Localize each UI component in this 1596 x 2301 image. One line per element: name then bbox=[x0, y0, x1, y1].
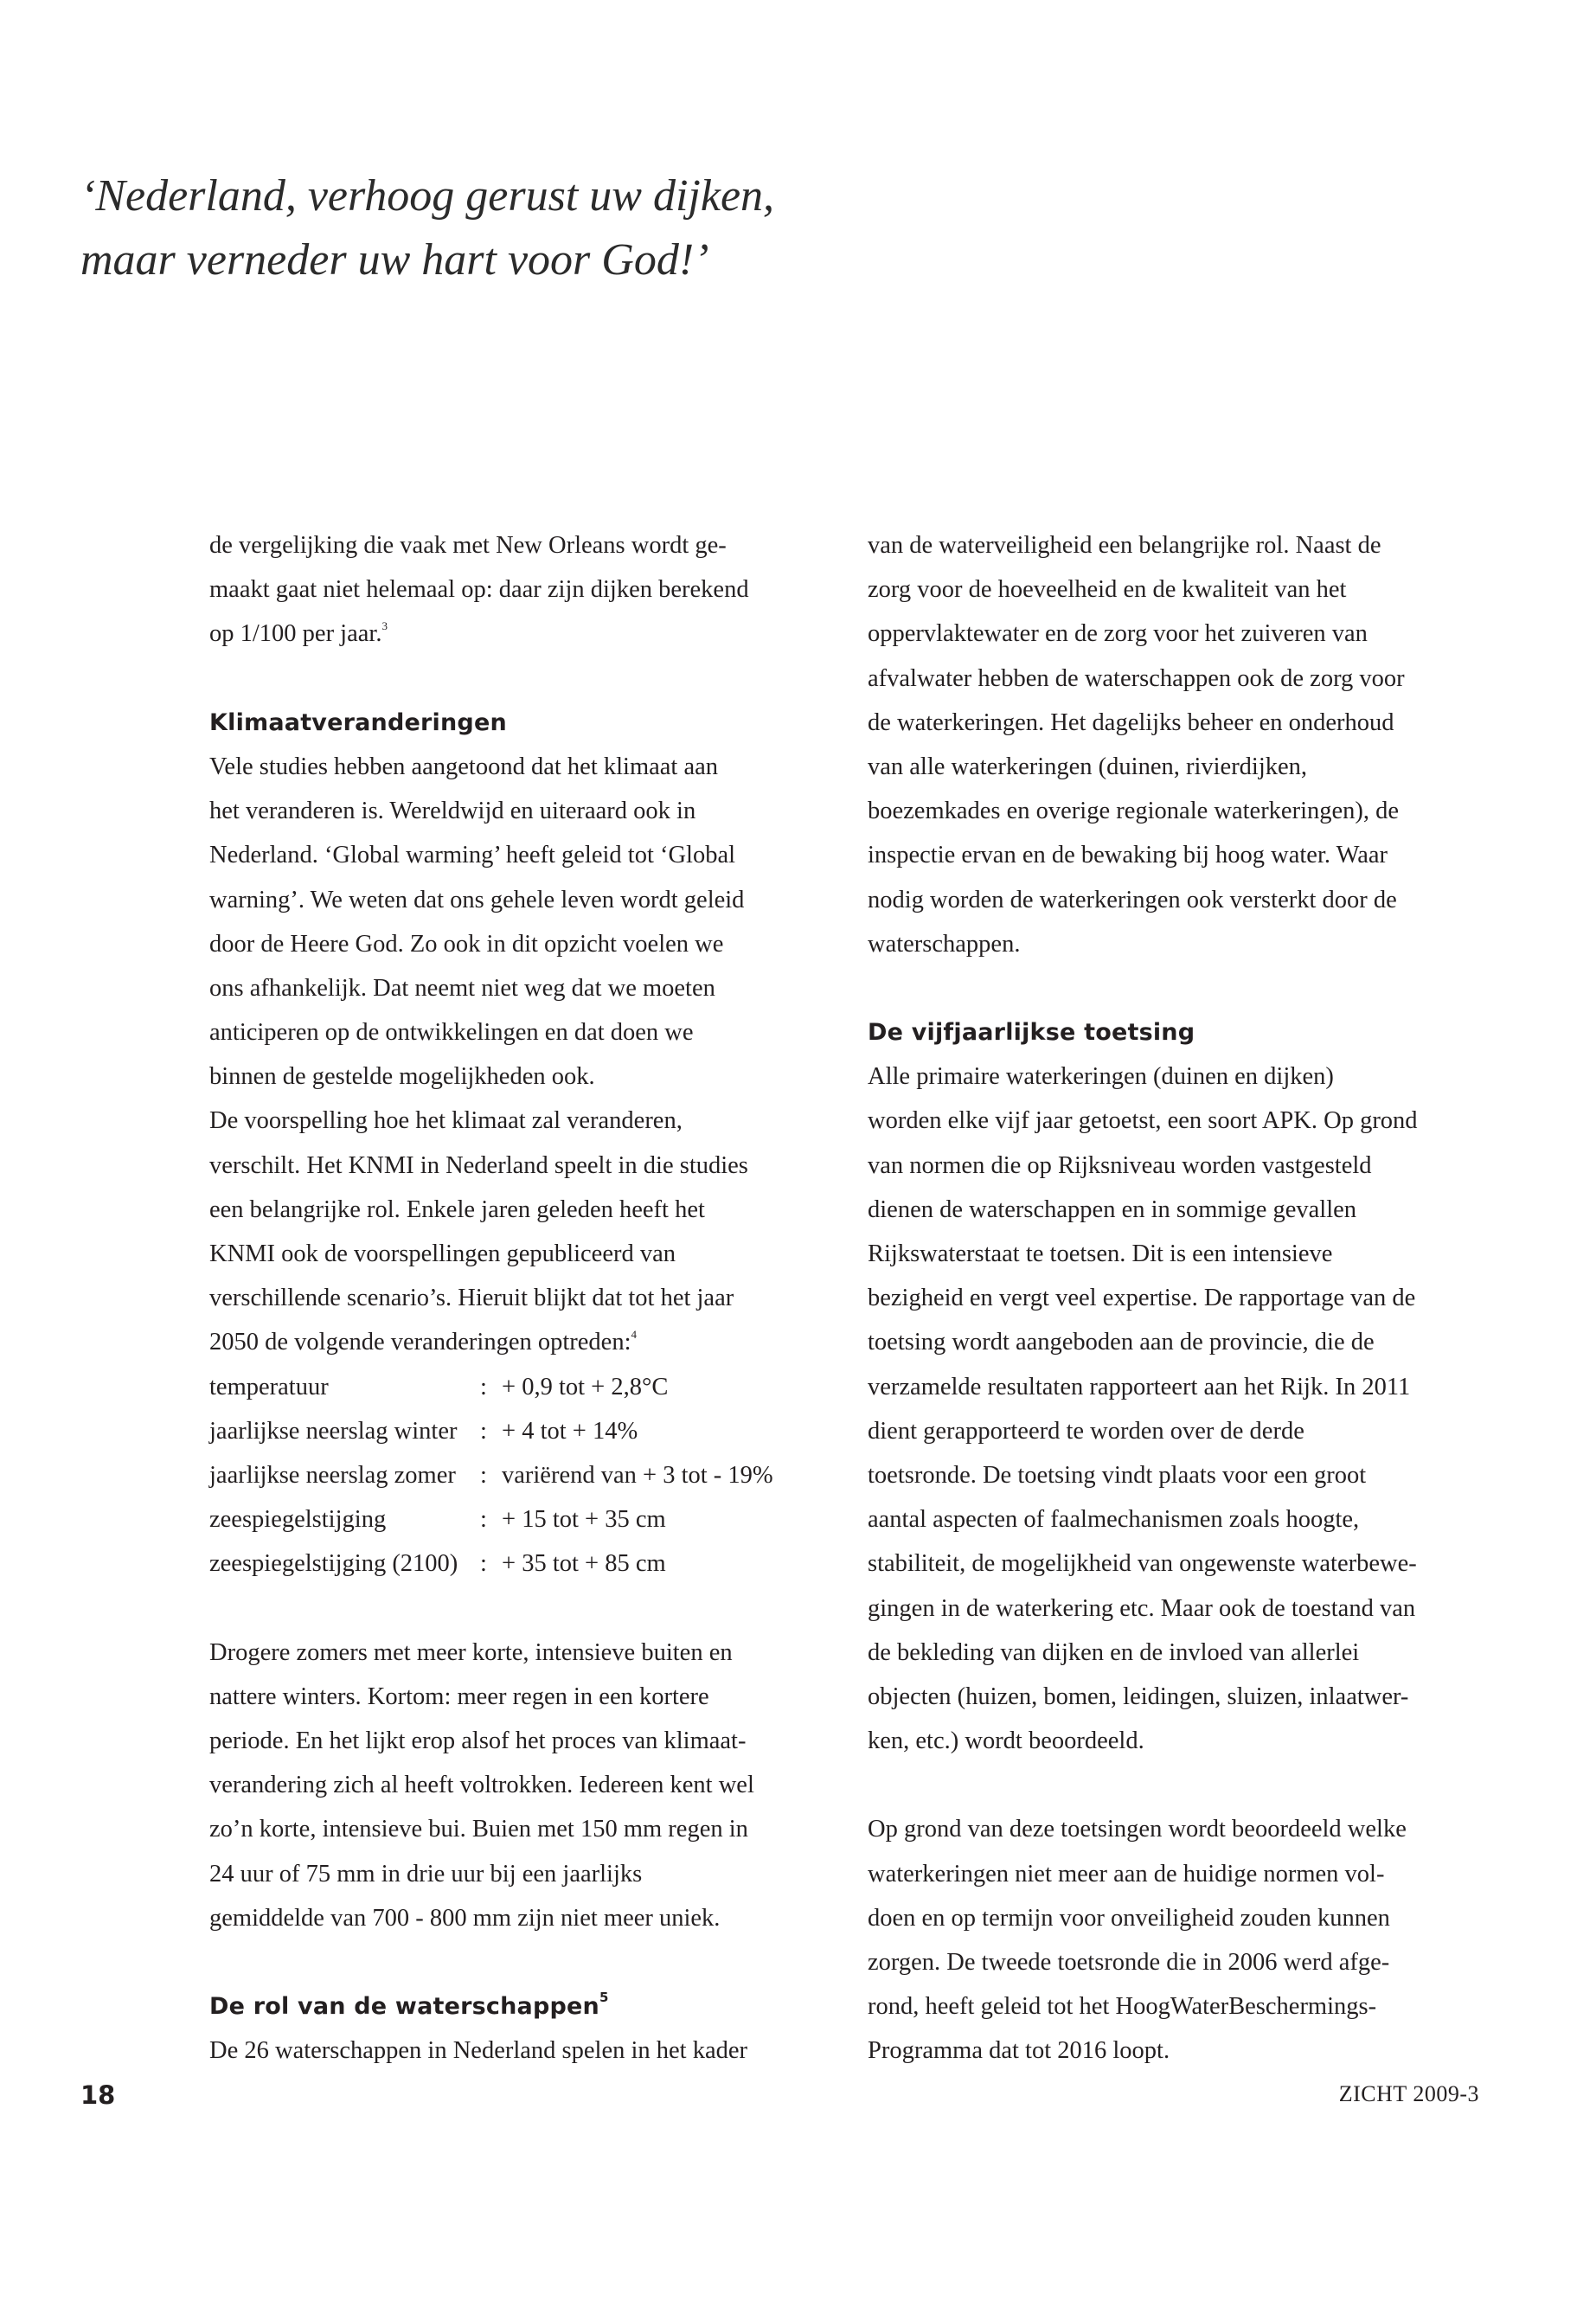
text-line: verzamelde resultaten rapporteert aan het Rijk. In 2011 bbox=[868, 1373, 1411, 1400]
text-line: De voorspelling hoe het klimaat zal veranderen, bbox=[209, 1107, 683, 1135]
text-line: rond, heeft geleid tot het HoogWaterBeschermings- bbox=[868, 1993, 1377, 2021]
row-value: + 15 tot + 35 cm bbox=[502, 1506, 666, 1534]
text-line: De 26 waterschappen in Nederland spelen in het kader bbox=[209, 2037, 748, 2065]
text-line: waterschappen. bbox=[868, 930, 1021, 958]
text-line: zorg voor de hoeveelheid en de kwaliteit van het bbox=[868, 576, 1347, 604]
section-heading-toetsing: De vijfjaarlijkse toetsing bbox=[868, 1019, 1195, 1047]
text-line: Nederland. ‘Global warming’ heeft geleid tot ‘Global bbox=[209, 842, 736, 869]
section-heading-waterschappen: De rol van de waterschappen$^5$ bbox=[209, 1990, 609, 2021]
table-row: zeespiegelstijging (2100) : + 35 tot + 85 cm bbox=[209, 1541, 832, 1586]
text-line: Rijkswaterstaat te toetsen. Dit is een intensieve bbox=[868, 1240, 1333, 1267]
page-number: 18 bbox=[80, 2080, 116, 2110]
journal-issue: ZICHT 2009-3 bbox=[1338, 2081, 1479, 2106]
text-line: door de Heere God. Zo ook in dit opzicht voelen we bbox=[209, 930, 724, 958]
text-line: gingen in de waterkering etc. Maar ook de toestand van bbox=[868, 1594, 1416, 1622]
footnote-marker: 3 bbox=[381, 619, 388, 633]
table-row: jaarlijkse neerslag zomer : variërend van + 3 tot - 19% bbox=[209, 1453, 832, 1497]
text-line: doen en op termijn voor onveiligheid zouden kunnen bbox=[868, 1904, 1390, 1932]
text-line: van de waterveiligheid een belangrijke rol. Naast de bbox=[868, 532, 1381, 559]
row-value: + 4 tot + 14% bbox=[502, 1417, 638, 1445]
text-line: maakt gaat niet helemaal op: daar zijn dijken berekend bbox=[209, 576, 749, 604]
text-line: van alle waterkeringen (duinen, rivierdijken, bbox=[868, 753, 1308, 780]
pull-quote-line: maar verneder uw hart voor God!’ bbox=[80, 235, 709, 285]
text-line: warning’. We weten dat ons gehele leven wordt geleid bbox=[209, 886, 745, 913]
table-row: jaarlijkse neerslag winter : + 4 tot + 14% bbox=[209, 1409, 832, 1453]
section-heading-klimaat: Klimaatveranderingen bbox=[209, 708, 507, 736]
text-line: ken, etc.) wordt beoordeeld. bbox=[868, 1727, 1144, 1755]
left-column bbox=[209, 523, 832, 2073]
text-line: 2050 de volgende veranderingen optreden:$^4$ bbox=[209, 1328, 637, 1356]
footnote-marker: 5 bbox=[599, 1990, 609, 2006]
row-label: jaarlijkse neerslag zomer bbox=[209, 1461, 456, 1489]
text-line: verschilt. Het KNMI in Nederland speelt in die studies bbox=[209, 1151, 748, 1179]
table-row: zeespiegelstijging : + 15 tot + 35 cm bbox=[209, 1497, 832, 1541]
pull-quote-line: ‘Nederland, verhoog gerust uw dijken, bbox=[80, 171, 775, 221]
text-line: waterkeringen niet meer aan de huidige normen vol- bbox=[868, 1860, 1385, 1888]
text-line: zo’n korte, intensieve bui. Buien met 150 mm regen in bbox=[209, 1816, 748, 1843]
pull-quote bbox=[80, 164, 1032, 292]
text-line: nodig worden de waterkeringen ook versterkt door de bbox=[868, 886, 1397, 913]
text-line: KNMI ook de voorspellingen gepubliceerd van bbox=[209, 1240, 676, 1267]
footnote-marker: 4 bbox=[631, 1328, 637, 1342]
table-row: temperatuur : + 0,9 tot + 2,8°C bbox=[209, 1365, 832, 1409]
text-line: oppervlaktewater en de zorg voor het zuiveren van bbox=[868, 620, 1368, 648]
text-line: Drogere zomers met meer korte, intensieve buiten en bbox=[209, 1638, 733, 1666]
text-line: periode. En het lijkt erop alsof het proces van klimaat- bbox=[209, 1727, 747, 1755]
text-line: aantal aspecten of faalmechanismen zoals hoogte, bbox=[868, 1506, 1360, 1534]
text-line: binnen de gestelde mogelijkheden ook. bbox=[209, 1063, 595, 1091]
text-line: afvalwater hebben de waterschappen ook de zorg voor bbox=[868, 664, 1405, 692]
text-line: Vele studies hebben aangetoond dat het klimaat aan bbox=[209, 753, 719, 780]
text-line: inspectie ervan en de bewaking bij hoog water. Waar bbox=[868, 842, 1388, 869]
text-line: dienen de waterschappen en in sommige gevallen bbox=[868, 1195, 1357, 1223]
text-line: worden elke vijf jaar getoetst, een soort APK. Op grond bbox=[868, 1107, 1418, 1135]
text-line: zorgen. De tweede toetsronde die in 2006 werd afge- bbox=[868, 1949, 1390, 1976]
text-line: anticiperen op de ontwikkelingen en dat doen we bbox=[209, 1019, 694, 1047]
row-value: + 35 tot + 85 cm bbox=[502, 1550, 666, 1578]
text-line: nattere winters. Kortom: meer regen in een kortere bbox=[209, 1682, 709, 1710]
text-line: objecten (huizen, bomen, leidingen, sluizen, inlaatwer- bbox=[868, 1682, 1409, 1710]
text-line: Alle primaire waterkeringen (duinen en dijken) bbox=[868, 1063, 1334, 1091]
row-label: zeespiegelstijging bbox=[209, 1506, 387, 1534]
right-column bbox=[868, 523, 1490, 2073]
text-line: ons afhankelijk. Dat neemt niet weg dat we moeten bbox=[209, 974, 715, 1002]
text-line: gemiddelde van 700 - 800 mm zijn niet meer uniek. bbox=[209, 1904, 721, 1932]
text-line: 24 uur of 75 mm in drie uur bij een jaarlijks bbox=[209, 1860, 643, 1888]
text-line: toetsronde. De toetsing vindt plaats voor een groot bbox=[868, 1461, 1367, 1489]
text-line: boezemkades en overige regionale waterkeringen), de bbox=[868, 798, 1400, 825]
text-line: het veranderen is. Wereldwijd en uiteraard ook in bbox=[209, 798, 696, 825]
text-line: de vergelijking die vaak met New Orleans wordt ge- bbox=[209, 532, 727, 559]
text-line: bezigheid en vergt veel expertise. De rapportage van de bbox=[868, 1285, 1416, 1312]
text-line: verschillende scenario’s. Hieruit blijkt dat tot het jaar bbox=[209, 1285, 734, 1312]
text-line: stabiliteit, de mogelijkheid van ongewenste waterbewe- bbox=[868, 1550, 1417, 1578]
text-line: Op grond van deze toetsingen wordt beoordeeld welke bbox=[868, 1816, 1407, 1843]
row-label: zeespiegelstijging (2100) bbox=[209, 1550, 458, 1578]
text-line: van normen die op Rijksniveau worden vastgesteld bbox=[868, 1151, 1372, 1179]
row-value: + 0,9 tot + 2,8°C bbox=[502, 1373, 669, 1400]
row-label: jaarlijkse neerslag winter bbox=[209, 1417, 458, 1445]
climate-table bbox=[209, 1365, 832, 1586]
text-line: toetsing wordt aangeboden aan de provincie, die de bbox=[868, 1329, 1375, 1356]
row-value: variërend van + 3 tot - 19% bbox=[502, 1461, 773, 1489]
row-label: temperatuur bbox=[209, 1373, 329, 1400]
text-line: dient gerapporteerd te worden over de derde bbox=[868, 1417, 1304, 1445]
text-line: een belangrijke rol. Enkele jaren geleden heeft het bbox=[209, 1195, 705, 1223]
text-line: op 1/100 per jaar.$^3$ bbox=[209, 619, 388, 648]
text-line: verandering zich al heeft voltrokken. Iedereen kent wel bbox=[209, 1772, 754, 1799]
text-line: Programma dat tot 2016 loopt. bbox=[868, 2037, 1170, 2065]
text-line: de waterkeringen. Het dagelijks beheer en onderhoud bbox=[868, 708, 1394, 736]
text-line: de bekleding van dijken en de invloed van allerlei bbox=[868, 1638, 1360, 1666]
